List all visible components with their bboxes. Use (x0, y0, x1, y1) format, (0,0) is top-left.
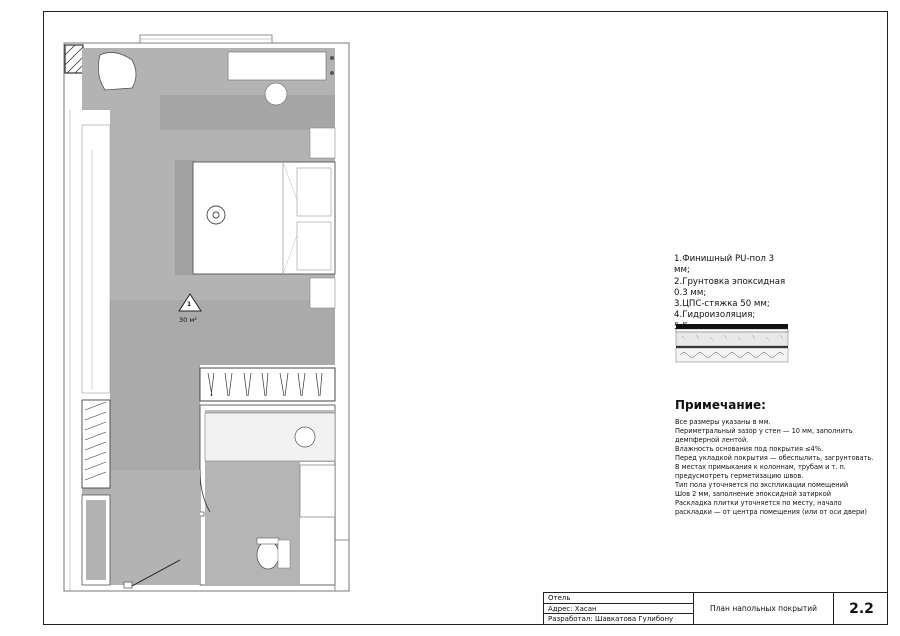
note-line: демпферной лентой. (675, 436, 749, 444)
tb-address: Адрес: Хасан (544, 604, 693, 615)
note-line: Тип пола уточняется по экспликации помещений (675, 481, 849, 489)
note-line: Шов 2 мм, заполнение эпоксидной затиркой (675, 490, 832, 498)
pillow (297, 222, 331, 270)
nightstand-bottom (310, 278, 335, 308)
wall-cabinet (82, 125, 110, 393)
entry-floor (122, 470, 200, 585)
note-line: Влажность основания под покрытия ≤4%. (675, 445, 824, 453)
title-block (543, 592, 888, 625)
legend-item: 3.ЦПС-стяжка 50 мм; (674, 299, 770, 310)
legend-item: 5.Бетонное основание. (674, 321, 779, 332)
marker-number: 1 (187, 301, 192, 308)
note-line: Периметральный зазор у стен — 10 мм, заполнить (675, 427, 853, 435)
legend-item: 1.Финишный PU-пол 3 мм; (674, 254, 775, 276)
sheet-number: 2.2 (833, 593, 889, 625)
nightstand-top (310, 128, 335, 158)
note-line: Все размеры указаны в мм. (675, 418, 771, 426)
tb-project: Отель (544, 593, 693, 604)
legend-item: 2.Грунтовка эпоксидная 0.3 мм; (674, 276, 786, 298)
notes-block (675, 418, 875, 517)
chair (265, 83, 287, 105)
note-line: предусмотреть герметизацию швов. (675, 472, 804, 480)
pillow (297, 168, 331, 216)
note-line: В местах примыкания к колоннам, трубам и т. п. (675, 463, 846, 471)
legend-item: 4.Гидроизоляция; (674, 310, 756, 321)
notes-title: Примечание: (675, 398, 766, 412)
wardrobe (200, 368, 335, 401)
closet (82, 400, 110, 488)
toilet (257, 541, 279, 569)
vanity (300, 465, 335, 517)
desk (228, 52, 326, 80)
bathtub (205, 413, 335, 461)
note-line: Раскладка плитки уточняется по месту, начало (675, 499, 842, 507)
title-block-info (544, 593, 693, 625)
sink (295, 427, 315, 447)
note-line: Перед укладкой покрытия — обеспылить, загрунтовать. (675, 454, 874, 462)
floor-layers-legend (674, 254, 792, 333)
drawing-title: План напольных покрытий (693, 593, 833, 625)
area-label: 30 м² (179, 316, 197, 324)
note-line: раскладки — от центра помещения (или от оси двери) (675, 508, 868, 516)
tb-author: Разработал: Шавкатова Гулибону (548, 615, 674, 624)
